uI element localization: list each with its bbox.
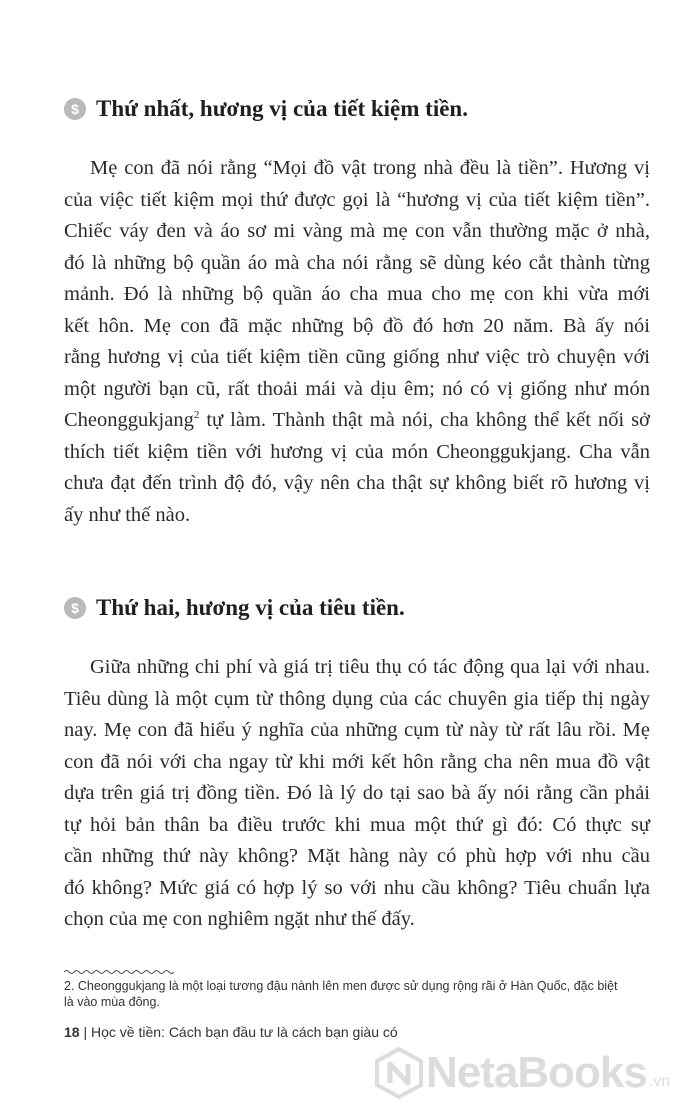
text-line-footnote-ref [64,405,650,437]
section-heading-spending [64,595,405,621]
text-line: nay. Mẹ con đã hiểu ý nghĩa của những cụm từ này từ rất lâu rồi. Mẹ [64,719,650,741]
footnote-line: 2. Cheonggukjang là một loại tương đậu nành lên men được sử dụng rộng rãi ở Hàn Quốc, đặc biệt [64,979,618,993]
text-line: mảnh. Đó là những bộ quần áo cha mua cho mẹ con khi vừa mới [64,283,650,305]
text-line: chưa đạt đến trình độ đó, vậy nên cha thật sự không biết rõ hương vị [64,472,650,494]
text-line: ấy như thế nào. [64,503,191,526]
text-line: Mẹ con đã nói rằng “Mọi đồ vật trong nhà đều là tiền”. Hương vị [90,157,650,179]
footnote-divider [64,969,174,975]
netabooks-logo-icon [372,1046,426,1100]
text-line: đó là những bộ quần áo mà cha nói rằng sẽ dùng kéo cắt thành từng [64,251,650,274]
page-number: 18 [64,1024,80,1040]
text-line: tự hỏi bản thân ba điều trước khi mua một thứ gì đó: Có thực sự [64,813,650,836]
paragraph-saving [64,153,650,531]
word: tự làm. Thành thật mà nói, cha không thể kết nối sở [199,409,650,431]
footnote-marker[interactable]: 2 [193,409,200,422]
text-line: của việc tiết kiệm mọi thứ được gọi là “hương vị của tiết kiệm tiền”. [64,188,650,211]
watermark-suffix: .vn [648,1073,671,1090]
paragraph-spending [64,652,650,936]
watermark-text: NetaBooks [426,1048,647,1097]
dollar-coin-icon: $ [64,597,86,619]
heading-text: Thứ nhất, hương vị của tiết kiệm tiền. [96,96,468,121]
text-line: Giữa những chi phí và giá trị tiêu thụ có tác động qua lại với nhau. [90,656,650,678]
watermark [372,1046,670,1100]
text-line: đó không? Mức giá có hợp lý so với nhu cầu không? Tiêu chuẩn lựa [64,876,650,899]
text-line: một người bạn cũ, rất thoải mái và dịu êm; nó có vị giống như món [64,377,650,400]
section-heading-saving [64,96,468,122]
text-line: con đã nói với cha ngay từ khi mới kết hôn rằng cha nên mua đồ vật [64,750,650,773]
book-title: Học về tiền: Cách bạn đầu tư là cách bạn giàu có [91,1024,398,1040]
text-line: chọn của mẹ con nghiêm ngặt như thế đấy. [64,908,415,930]
page-footer [64,1024,398,1040]
text-line: Tiêu dùng là một cụm từ thông dụng của các chuyên gia tiếp thị ngày [64,687,650,710]
footnote-line: là vào mùa đông. [64,995,160,1009]
text-line: kết hôn. Mẹ con đã mặc những bộ đồ đó hơn 20 năm. Bà ấy nói [64,314,650,337]
text-line: Chiếc váy đen và áo sơ mi vàng mà mẹ con vẫn thường mặc ở nhà, [64,220,650,242]
word: Cheonggukjang [64,409,194,431]
footnote [64,978,664,1010]
text-line: cần những thứ này không? Mặt hàng này có phù hợp với nhu cầu [64,845,650,867]
text-line: dựa trên giá trị đồng tiền. Đó là lý do tại sao bà ấy nói rằng cần phải [64,782,650,804]
heading-text: Thứ hai, hương vị của tiêu tiền. [96,595,405,620]
dollar-coin-icon: $ [64,98,86,120]
text-line: thích tiết kiệm tiền với hương vị của món Cheonggukjang. Cha vẫn [64,440,650,463]
text-line: rằng hương vị của tiết kiệm tiền cũng giống như việc trò chuyện với [64,346,650,368]
footer-separator: | [83,1024,88,1040]
